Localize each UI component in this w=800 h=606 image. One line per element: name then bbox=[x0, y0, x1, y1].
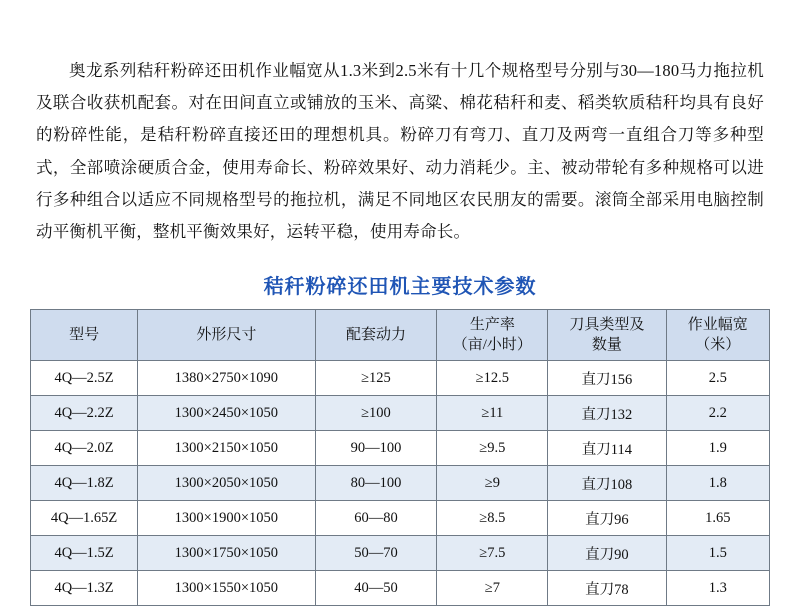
table-row bbox=[31, 396, 770, 431]
cell-power: 90—100 bbox=[315, 431, 437, 466]
cell-blade-type: 直刀114 bbox=[548, 431, 666, 466]
cell-productivity: ≥9 bbox=[437, 466, 548, 501]
cell-productivity: ≥8.5 bbox=[437, 501, 548, 536]
specifications-table bbox=[30, 309, 770, 606]
cell-dimensions: 1380×2750×1090 bbox=[138, 361, 315, 396]
table-row bbox=[31, 501, 770, 536]
cell-productivity: ≥9.5 bbox=[437, 431, 548, 466]
column-header-working-width-line1: 作业幅宽 bbox=[687, 316, 748, 333]
column-header-power bbox=[315, 310, 437, 361]
cell-working-width: 2.2 bbox=[666, 396, 770, 431]
table-header bbox=[31, 310, 770, 361]
cell-dimensions: 1300×1900×1050 bbox=[138, 501, 315, 536]
cell-blade-type: 直刀78 bbox=[548, 571, 666, 606]
cell-working-width: 1.65 bbox=[666, 501, 770, 536]
cell-power: 50—70 bbox=[315, 536, 437, 571]
cell-dimensions: 1300×2150×1050 bbox=[138, 431, 315, 466]
spec-table-container bbox=[18, 309, 782, 606]
column-header-blade-type-line1: 刀具类型及 bbox=[569, 316, 645, 333]
cell-working-width: 1.3 bbox=[666, 571, 770, 606]
column-header-blade-type-line2: 数量 bbox=[591, 337, 622, 354]
cell-blade-type: 直刀108 bbox=[548, 466, 666, 501]
table-title: 秸秆粉碎还田机主要技术参数 bbox=[263, 276, 537, 299]
cell-model: 4Q—2.0Z bbox=[31, 431, 138, 466]
cell-dimensions: 1300×2450×1050 bbox=[138, 396, 315, 431]
table-body bbox=[31, 361, 770, 606]
table-row bbox=[31, 536, 770, 571]
cell-model: 4Q—1.65Z bbox=[31, 501, 138, 536]
table-row bbox=[31, 571, 770, 606]
cell-productivity: ≥11 bbox=[437, 396, 548, 431]
cell-productivity: ≥7 bbox=[437, 571, 548, 606]
column-header-model-line1: 型号 bbox=[69, 326, 100, 343]
cell-blade-type: 直刀156 bbox=[548, 361, 666, 396]
intro-paragraph: 奥龙系列秸秆粉碎还田机作业幅宽从1.3米到2.5米有十几个规格型号分别与30—180马力拖拉机及联合收获机配套。对在田间直立或铺放的玉米、高粱、棉花秸秆和麦、稻类软质秸秆均具有良好的粉碎性能，是秸秆粉碎直接还田的理想机具。粉碎刀有弯刀、直刀及两弯一直组合刀等多种型式，全部喷涂硬质合金，使用寿命长、粉碎效果好、动力消耗少。主、被动带轮有多种规格可以进行多种组合以适应不同规格型号的拖拉机，满足不同地区农民朋友的需要。滚筒全部采用电脑控制动平衡机平衡，整机平衡效果好，运转平稳，使用寿命长。 bbox=[36, 61, 764, 241]
cell-blade-type: 直刀96 bbox=[548, 501, 666, 536]
cell-power: ≥125 bbox=[315, 361, 437, 396]
table-row bbox=[31, 431, 770, 466]
cell-productivity: ≥12.5 bbox=[437, 361, 548, 396]
cell-model: 4Q—1.3Z bbox=[31, 571, 138, 606]
column-header-model bbox=[31, 310, 138, 361]
column-header-dimensions-line1: 外形尺寸 bbox=[196, 326, 257, 343]
column-header-productivity-line1: 生产率 bbox=[469, 316, 515, 333]
cell-blade-type: 直刀132 bbox=[548, 396, 666, 431]
column-header-blade-type bbox=[548, 310, 666, 361]
column-header-productivity bbox=[437, 310, 548, 361]
cell-dimensions: 1300×1750×1050 bbox=[138, 536, 315, 571]
column-header-working-width bbox=[666, 310, 770, 361]
cell-power: ≥100 bbox=[315, 396, 437, 431]
cell-dimensions: 1300×2050×1050 bbox=[138, 466, 315, 501]
cell-model: 4Q—1.5Z bbox=[31, 536, 138, 571]
column-header-working-width-line2: （米） bbox=[695, 337, 741, 354]
column-header-dimensions bbox=[138, 310, 315, 361]
cell-power: 60—80 bbox=[315, 501, 437, 536]
cell-power: 40—50 bbox=[315, 571, 437, 606]
cell-working-width: 2.5 bbox=[666, 361, 770, 396]
table-row bbox=[31, 361, 770, 396]
table-row bbox=[31, 466, 770, 501]
column-header-power-line1: 配套动力 bbox=[345, 326, 406, 343]
cell-model: 4Q—2.5Z bbox=[31, 361, 138, 396]
cell-productivity: ≥7.5 bbox=[437, 536, 548, 571]
cell-model: 4Q—2.2Z bbox=[31, 396, 138, 431]
cell-model: 4Q—1.8Z bbox=[31, 466, 138, 501]
cell-working-width: 1.8 bbox=[666, 466, 770, 501]
column-header-productivity-line2: （亩/小时） bbox=[452, 337, 532, 354]
cell-power: 80—100 bbox=[315, 466, 437, 501]
cell-working-width: 1.5 bbox=[666, 536, 770, 571]
cell-working-width: 1.9 bbox=[666, 431, 770, 466]
table-header-row bbox=[31, 310, 770, 361]
cell-dimensions: 1300×1550×1050 bbox=[138, 571, 315, 606]
cell-blade-type: 直刀90 bbox=[548, 536, 666, 571]
